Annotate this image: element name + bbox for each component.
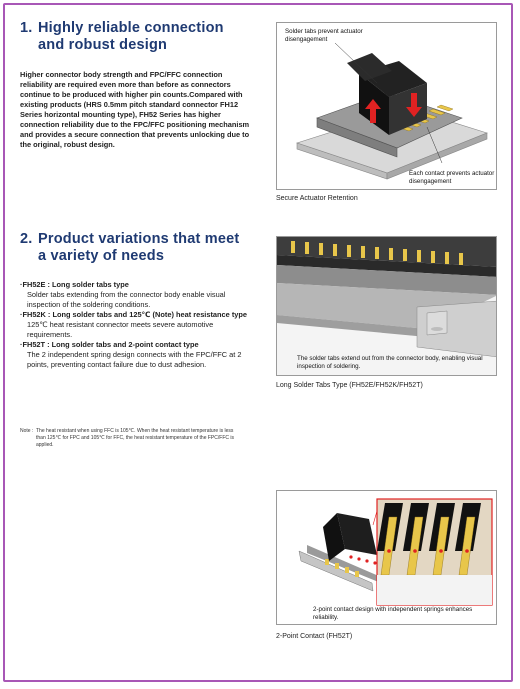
- figure1-label-top: Solder tabs prevent actuator disengagement: [285, 28, 363, 43]
- figure-secure-actuator: [276, 22, 497, 190]
- list-item: [20, 310, 252, 340]
- figure-long-solder-tabs: [276, 236, 497, 376]
- section2-title-line2: a variety of needs: [38, 248, 165, 264]
- variation-list: [20, 280, 252, 370]
- connector-illustration-3: [277, 491, 497, 625]
- figure-two-point-contact: [276, 490, 497, 625]
- figure1-caption: Secure Actuator Retention: [276, 195, 358, 202]
- section2-number: 2.: [20, 231, 33, 247]
- section1-title-line2: and robust design: [38, 37, 168, 53]
- note-label: Note :: [20, 428, 34, 434]
- section1-heading: [20, 20, 260, 54]
- list-item-body: 125℃ heat resistant connector meets severe automotive requirements.: [27, 320, 214, 339]
- figure2-label: The solder tabs extend out from the connector body, enabling visual inspection of soldering.: [297, 355, 483, 370]
- list-item-body: Solder tabs extending from the connector body enable visual inspection of the soldering conditions.: [27, 290, 226, 309]
- list-item-head: ·FH52E : Long solder tabs type: [20, 280, 129, 289]
- list-item-body: The 2 independent spring design connects with the FPC/FFC at 2 points, preventing contact failure due to dust adhesion.: [27, 350, 242, 369]
- note-text: The heat resistant when using FFC is 105℃. When the heat resistant temperature is less than 125℃ for FPC and 105℃ for FFC, the heat resistant temperature of the FPC/FFC is applied.: [36, 428, 234, 448]
- figure2-caption: Long Solder Tabs Type (FH52E/FH52K/FH52T): [276, 382, 423, 389]
- list-item: [20, 280, 252, 310]
- list-item-head: ·FH52T : Long solder tabs and 2-point contact type: [20, 340, 199, 349]
- section1-body: Higher connector body strength and FPC/FFC connection reliability are required even more than before as connectors continue to be produced with higher pin counts.Compared with existing products (HRS 0.5mm pitch standard connector FH12 Series horizontal mounting type), FH52 Series has higher connection reliability due to the FPC/FFC positioning mechanism and provides a secure connection that prevents unlocking due to the original, robust design.: [20, 70, 250, 149]
- section1-title-line1: Highly reliable connection: [38, 20, 224, 36]
- heat-resistance-note: [20, 428, 252, 449]
- figure3-caption: 2-Point Contact (FH52T): [276, 633, 353, 640]
- connector-illustration-1: [277, 23, 497, 190]
- list-item-head: ·FH52K : Long solder tabs and 125℃ (Note) heat resistance type: [20, 310, 248, 319]
- list-item: [20, 340, 252, 370]
- section2-heading: [20, 231, 270, 265]
- figure1-label-bottom: Each contact prevents actuator disengagement: [409, 170, 495, 185]
- section2-title-line1: Product variations that meet: [38, 231, 240, 247]
- section1-number: 1.: [20, 20, 33, 36]
- figure3-label: 2-point contact design with independent springs enhances reliability.: [313, 606, 473, 621]
